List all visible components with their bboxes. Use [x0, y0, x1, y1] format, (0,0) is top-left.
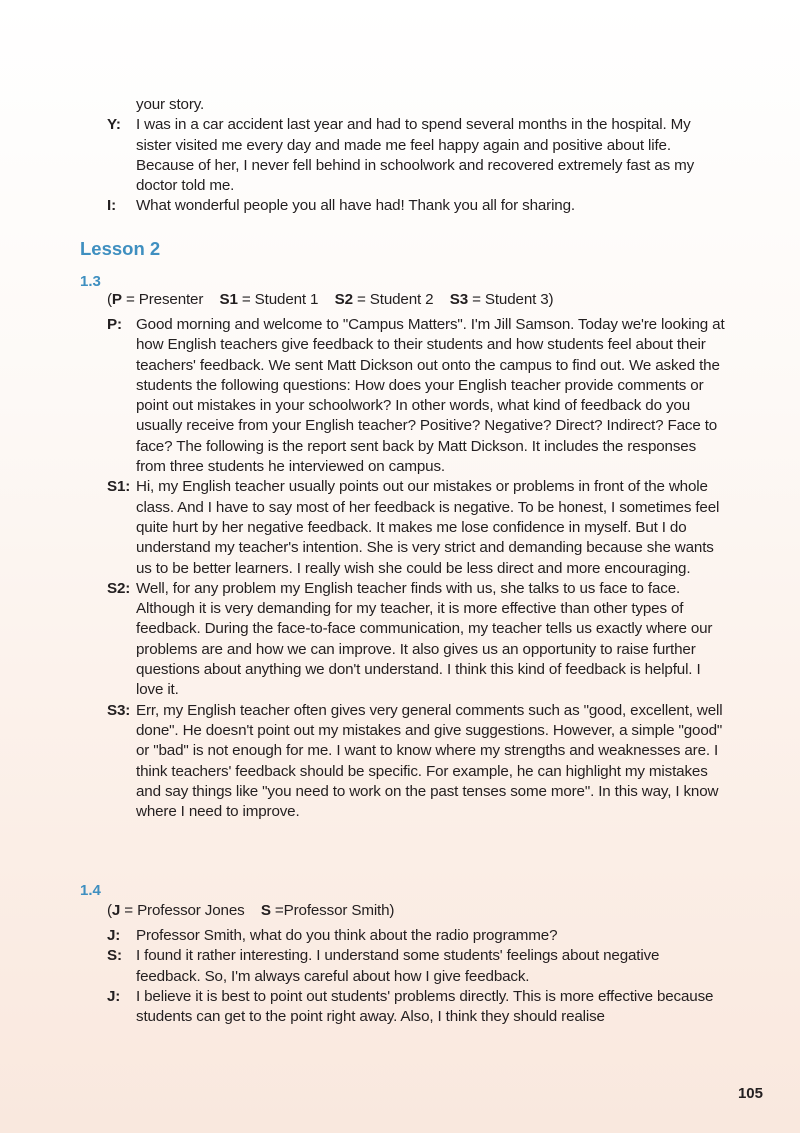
legend-text: =Professor Smith) — [270, 902, 395, 919]
speaker-legend — [107, 901, 394, 921]
legend-text: = Professor Jones — [120, 902, 261, 919]
radio-dialogue — [107, 315, 727, 822]
page-number: 105 — [737, 1085, 763, 1102]
dialogue-text: I believe it is best to point out students' problems directly. This is more effective because students can get to the point right away. Also, I think they should realise — [136, 987, 714, 1026]
speaker-label: I: — [107, 197, 116, 215]
speaker-label: S3: — [107, 701, 131, 719]
speaker-label: S: — [107, 947, 122, 965]
dialogue-text: Err, my English teacher often gives very general comments such as "good, excellent, well done". He doesn't point out my mistakes and give suggestions. However, a simple "good" or "bad" is not enough for me. I want to know where my strengths and weaknesses are. I think teachers' feedback should be specific. For example, he can highlight my mistakes and say things like "you need to work on the past tenses some more". In this way, I know where I need to improve. — [136, 701, 723, 821]
speaker-label: P: — [107, 316, 122, 333]
section-number: 1.3 — [80, 273, 101, 290]
dialogue-line — [107, 701, 727, 823]
continuation-text: your story. — [136, 96, 205, 113]
speaker-label: S1: — [107, 478, 131, 496]
dialogue-text: Professor Smith, what do you think about the radio programme? — [136, 927, 558, 944]
dialogue-text: Good morning and welcome to "Campus Matters". I'm Jill Samson. Today we're looking at how English teachers give feedback to their students and how students feel about their teachers' feedback. We sent Matt Dickson out onto the campus to find out. We asked the students the following questions: How does your English teacher provide comments or point out mistakes in your schoolwork? In other words, what kind of feedback do you usually receive from your English teacher? Positive? Negative? Direct? Indirect? Face to face? The following is the report sent back by Matt Dickson. It includes the responses from three students he interviewed on campus. — [136, 316, 725, 476]
lesson-title: Lesson 2 — [80, 238, 161, 259]
speaker-label: J: — [107, 987, 121, 1005]
dialogue-line — [107, 579, 727, 701]
legend-text: ( — [107, 902, 112, 919]
legend-text: = Student 1 — [237, 291, 335, 308]
speaker-label: J: — [107, 927, 121, 944]
legend-key: S2 — [334, 291, 353, 308]
legend-text: = Student 3) — [468, 291, 554, 308]
professor-dialogue — [107, 926, 727, 1027]
dialogue-line — [107, 115, 727, 196]
dialogue-line — [107, 315, 727, 477]
dialogue-line — [107, 926, 727, 946]
previous-dialogue — [107, 95, 727, 217]
legend-key: S3 — [449, 291, 469, 308]
dialogue-line — [107, 946, 727, 987]
speaker-legend — [107, 290, 553, 310]
dialogue-text: Hi, my English teacher usually points out our mistakes or problems in front of the whole class. And I have to say most of her feedback is negative. To be honest, I sometimes feel quite hurt by her negative feedback. It makes me lose confidence in myself. But I do understand my teacher's intention. She is very strict and demanding because she wants us to be better learners. I really wish she could be less direct and more encouraging. — [136, 478, 720, 577]
dialogue-text: Well, for any problem my English teacher finds with us, she talks to us face to face. Although it is very demanding for my teacher, it is more effective than other types of feedback. During the face-to-face communication, my teacher tells us exactly where our problems are and how we can improve. It also gives us an opportunity to raise further questions about anything we don't understand. I think this kind of feedback is helpful. I love it. — [136, 579, 713, 699]
dialogue-line — [107, 477, 727, 578]
legend-key: S1 — [219, 291, 238, 308]
dialogue-text: I found it rather interesting. I understand some students' feelings about negative feedback. So, I'm always careful about how I give feedback. — [136, 947, 660, 985]
dialogue-text: What wonderful people you all have had! Thank you all for sharing. — [136, 197, 575, 215]
dialogue-line — [107, 196, 727, 216]
legend-key: J — [111, 902, 121, 919]
speaker-label: Y: — [107, 116, 121, 134]
dialogue-text: I was in a car accident last year and had to spend several months in the hospital. My sister visited me every day and made me feel happy again and positive about life. Because of her, I never fell behind in schoolwork and recovered extremely fast as my doctor told me. — [136, 116, 695, 195]
speaker-label: S2: — [107, 579, 131, 597]
section-number: 1.4 — [80, 882, 101, 899]
legend-text: = Presenter — [121, 291, 220, 308]
legend-text: = Student 2 — [352, 291, 450, 308]
legend-key: P — [111, 291, 122, 308]
legend-key: S — [260, 902, 271, 919]
legend-text: ( — [107, 291, 112, 308]
dialogue-line — [107, 987, 727, 1028]
